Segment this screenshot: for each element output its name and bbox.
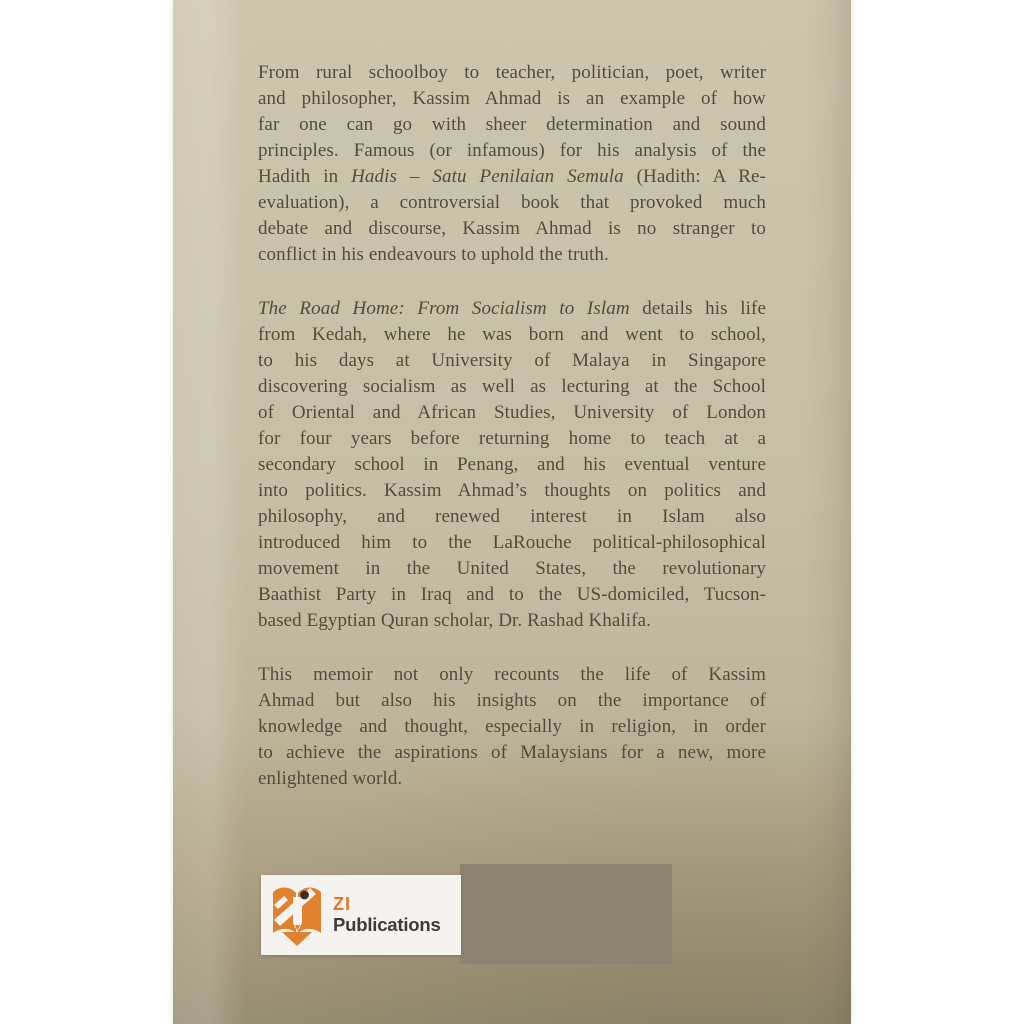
text-line — [258, 348, 766, 374]
text-segment: movement in the United States, the revolutionary — [258, 558, 766, 579]
text-line — [258, 216, 766, 242]
text-segment: Baathist Party in Iraq and to the US-domiciled, Tucson- — [258, 584, 766, 605]
publisher-name-zi: ZI — [333, 894, 351, 914]
text-line — [258, 688, 766, 714]
text-line — [258, 740, 766, 766]
text-segment: far one can go with sheer determination and sound — [258, 114, 766, 135]
text-segment: of Oriental and African Studies, University of London — [258, 402, 766, 423]
text-line — [258, 504, 766, 530]
text-line — [258, 322, 766, 348]
text-segment: debate and discourse, Kassim Ahmad is no stranger to — [258, 218, 766, 239]
text-segment: details his life — [629, 298, 766, 319]
text-line — [258, 242, 766, 268]
publisher-name — [333, 895, 441, 935]
text-line — [258, 138, 766, 164]
text-line — [258, 582, 766, 608]
text-line — [258, 190, 766, 216]
text-line — [258, 662, 766, 688]
open-book-pencil-icon — [271, 883, 323, 947]
book-back-cover — [173, 0, 851, 1024]
text-line — [258, 452, 766, 478]
text-segment: to achieve the aspirations of Malaysians for a new, more — [258, 742, 766, 763]
text-line — [258, 426, 766, 452]
text-line — [258, 374, 766, 400]
text-line — [258, 766, 766, 792]
text-line — [258, 60, 766, 86]
text-segment: enlightened world. — [258, 768, 403, 789]
text-segment: Hadith in — [258, 166, 352, 187]
text-line — [258, 478, 766, 504]
text-line — [258, 164, 766, 190]
text-segment: into politics. Kassim Ahmad’s thoughts on politics and — [258, 480, 766, 501]
paragraph — [258, 296, 766, 634]
book-title-italic: Hadis – Satu Penilaian Semula — [351, 166, 624, 187]
text-segment: based Egyptian Quran scholar, Dr. Rashad Khalifa. — [258, 610, 651, 631]
publisher-name-publications: Publications — [333, 914, 441, 935]
text-line — [258, 530, 766, 556]
text-segment: secondary school in Penang, and his eventual venture — [258, 454, 766, 475]
text-segment: from Kedah, where he was born and went to school, — [258, 324, 766, 345]
text-segment: and philosopher, Kassim Ahmad is an example of how — [258, 88, 766, 109]
paragraph — [258, 662, 766, 792]
text-line — [258, 400, 766, 426]
text-segment: for four years before returning home to teach at a — [258, 428, 766, 449]
text-segment: principles. Famous (or infamous) for his analysis of the — [258, 140, 766, 161]
text-line — [258, 86, 766, 112]
text-segment: to his days at University of Malaya in Singapore — [258, 350, 766, 371]
text-segment: introduced him to the LaRouche political-philosophical — [258, 532, 766, 553]
text-segment: Ahmad but also his insights on the importance of — [258, 690, 766, 711]
text-line — [258, 112, 766, 138]
text-segment: From rural schoolboy to teacher, politician, poet, writer — [258, 62, 766, 83]
back-cover-text — [258, 60, 766, 792]
text-segment: evaluation), a controversial book that provoked much — [258, 192, 766, 213]
text-line — [258, 296, 766, 322]
text-segment: philosophy, and renewed interest in Islam also — [258, 506, 766, 527]
publisher-label — [261, 875, 461, 955]
paragraph — [258, 60, 766, 268]
text-line — [258, 714, 766, 740]
book-title-italic: The Road Home: From Socialism to Islam — [258, 298, 630, 319]
text-line — [258, 556, 766, 582]
text-segment: discovering socialism as well as lecturing at the School — [258, 376, 766, 397]
text-segment: (Hadith: A Re- — [623, 166, 766, 187]
text-line — [258, 608, 766, 634]
text-segment: knowledge and thought, especially in religion, in order — [258, 716, 766, 737]
redacted-region — [460, 864, 672, 964]
text-segment: This memoir not only recounts the life of Kassim — [258, 664, 766, 685]
text-segment: conflict in his endeavours to uphold the truth. — [258, 244, 609, 265]
